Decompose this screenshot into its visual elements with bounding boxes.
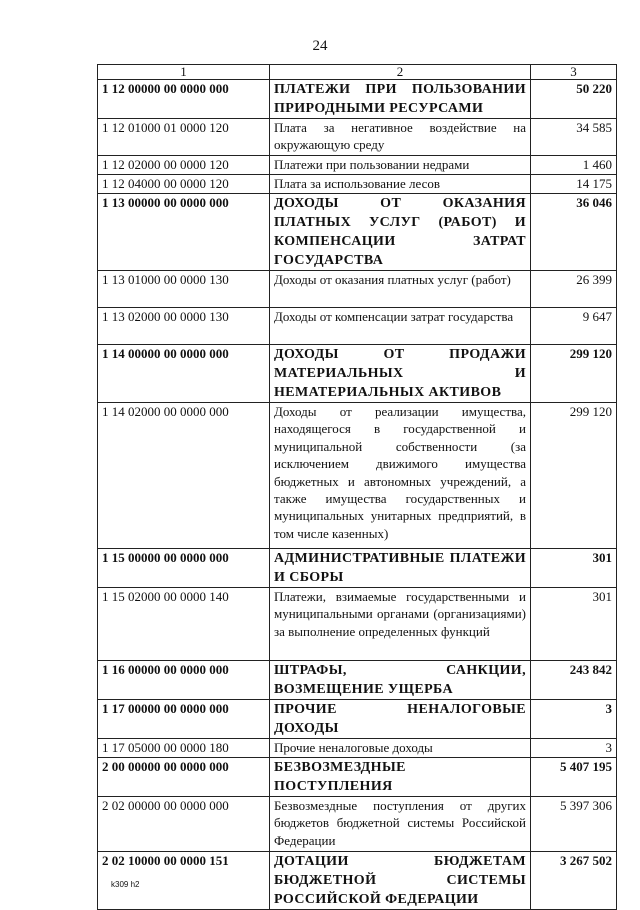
row-name: ДОТАЦИИ БЮДЖЕТАМ БЮДЖЕТНОЙ СИСТЕМЫ РОССИЙСКОЙ ФЕДЕРАЦИИ <box>270 852 531 910</box>
row-name: ДОХОДЫ ОТ ОКАЗАНИЯ ПЛАТНЫХ УСЛУГ (РАБОТ) И КОМПЕНСАЦИИ ЗАТРАТ ГОСУДАРСТВА <box>270 194 531 271</box>
row-code: 1 17 05000 00 0000 180 <box>98 739 270 758</box>
row-code: 1 12 00000 00 0000 000 <box>98 80 270 119</box>
row-amount: 3 <box>531 700 617 739</box>
row-code: 1 15 00000 00 0000 000 <box>98 549 270 588</box>
row-amount: 3 <box>531 739 617 758</box>
table-row <box>98 739 617 758</box>
row-code: 1 13 00000 00 0000 000 <box>98 194 270 271</box>
column-header-3: 3 <box>531 65 617 80</box>
table-row <box>98 661 617 700</box>
table-row <box>98 588 617 661</box>
row-code: 1 12 04000 00 0000 120 <box>98 175 270 194</box>
table-row <box>98 345 617 403</box>
row-code: 1 15 02000 00 0000 140 <box>98 588 270 661</box>
row-name: Прочие неналоговые доходы <box>270 739 531 758</box>
row-name: Платежи, взимаемые государственными и муниципальными органами (организациями) за выполнение определенных функций <box>270 588 531 661</box>
row-amount: 26 399 <box>531 271 617 308</box>
table-row <box>98 194 617 271</box>
row-amount: 36 046 <box>531 194 617 271</box>
row-name: Безвозмездные поступления от других бюджетов бюджетной системы Российской Федерации <box>270 797 531 852</box>
column-header-1: 1 <box>98 65 270 80</box>
footer-code: k309 h2 <box>111 880 140 889</box>
row-amount: 34 585 <box>531 119 617 156</box>
table-row <box>98 156 617 175</box>
row-name: Плата за негативное воздействие на окружающую среду <box>270 119 531 156</box>
row-name: Доходы от оказания платных услуг (работ) <box>270 271 531 308</box>
row-name: ПРОЧИЕ НЕНАЛОГОВЫЕ ДОХОДЫ <box>270 700 531 739</box>
row-amount: 50 220 <box>531 80 617 119</box>
row-amount: 3 267 502 <box>531 852 617 910</box>
row-code: 1 14 00000 00 0000 000 <box>98 345 270 403</box>
table-row <box>98 119 617 156</box>
row-code: 1 17 00000 00 0000 000 <box>98 700 270 739</box>
row-code: 1 14 02000 00 0000 000 <box>98 403 270 549</box>
row-amount: 5 407 195 <box>531 758 617 797</box>
revenue-table <box>97 64 617 910</box>
column-header-2: 2 <box>270 65 531 80</box>
row-amount: 14 175 <box>531 175 617 194</box>
table-row <box>98 80 617 119</box>
row-code: 1 13 01000 00 0000 130 <box>98 271 270 308</box>
row-name: АДМИНИСТРАТИВНЫЕ ПЛАТЕЖИ И СБОРЫ <box>270 549 531 588</box>
table-row <box>98 758 617 797</box>
row-code: 1 13 02000 00 0000 130 <box>98 308 270 345</box>
table-row <box>98 271 617 308</box>
row-amount: 299 120 <box>531 403 617 549</box>
row-code: 2 02 10000 00 0000 151 <box>98 852 270 910</box>
row-name: Доходы от компенсации затрат государства <box>270 308 531 345</box>
row-name: Доходы от реализации имущества, находящегося в государственной и муниципальной собственности (за исключением движимого имущества бюджетных и автономных учреждений, а также имущества государственных и муниципальных унитарных предприятий, в том числе казенных) <box>270 403 531 549</box>
row-amount: 9 647 <box>531 308 617 345</box>
table-row <box>98 403 617 549</box>
row-code: 1 12 01000 01 0000 120 <box>98 119 270 156</box>
row-amount: 299 120 <box>531 345 617 403</box>
table-row <box>98 175 617 194</box>
row-amount: 243 842 <box>531 661 617 700</box>
row-amount: 5 397 306 <box>531 797 617 852</box>
row-name: Плата за использование лесов <box>270 175 531 194</box>
row-name: Платежи при пользовании недрами <box>270 156 531 175</box>
row-name: ДОХОДЫ ОТ ПРОДАЖИ МАТЕРИАЛЬНЫХ И НЕМАТЕРИАЛЬНЫХ АКТИВОВ <box>270 345 531 403</box>
table-body <box>98 65 617 910</box>
table-row <box>98 797 617 852</box>
row-name: ШТРАФЫ, САНКЦИИ, ВОЗМЕЩЕНИЕ УЩЕРБА <box>270 661 531 700</box>
page-number: 24 <box>312 38 328 54</box>
row-code: 2 00 00000 00 0000 000 <box>98 758 270 797</box>
row-amount: 301 <box>531 549 617 588</box>
table-row <box>98 308 617 345</box>
table-row <box>98 700 617 739</box>
table-row <box>98 852 617 910</box>
row-code: 2 02 00000 00 0000 000 <box>98 797 270 852</box>
row-code: 1 12 02000 00 0000 120 <box>98 156 270 175</box>
table-row <box>98 549 617 588</box>
row-name: БЕЗВОЗМЕЗДНЫЕ ПОСТУПЛЕНИЯ <box>270 758 531 797</box>
row-amount: 1 460 <box>531 156 617 175</box>
row-amount: 301 <box>531 588 617 661</box>
row-code: 1 16 00000 00 0000 000 <box>98 661 270 700</box>
table-header-row <box>98 65 617 80</box>
row-name: ПЛАТЕЖИ ПРИ ПОЛЬЗОВАНИИ ПРИРОДНЫМИ РЕСУРСАМИ <box>270 80 531 119</box>
